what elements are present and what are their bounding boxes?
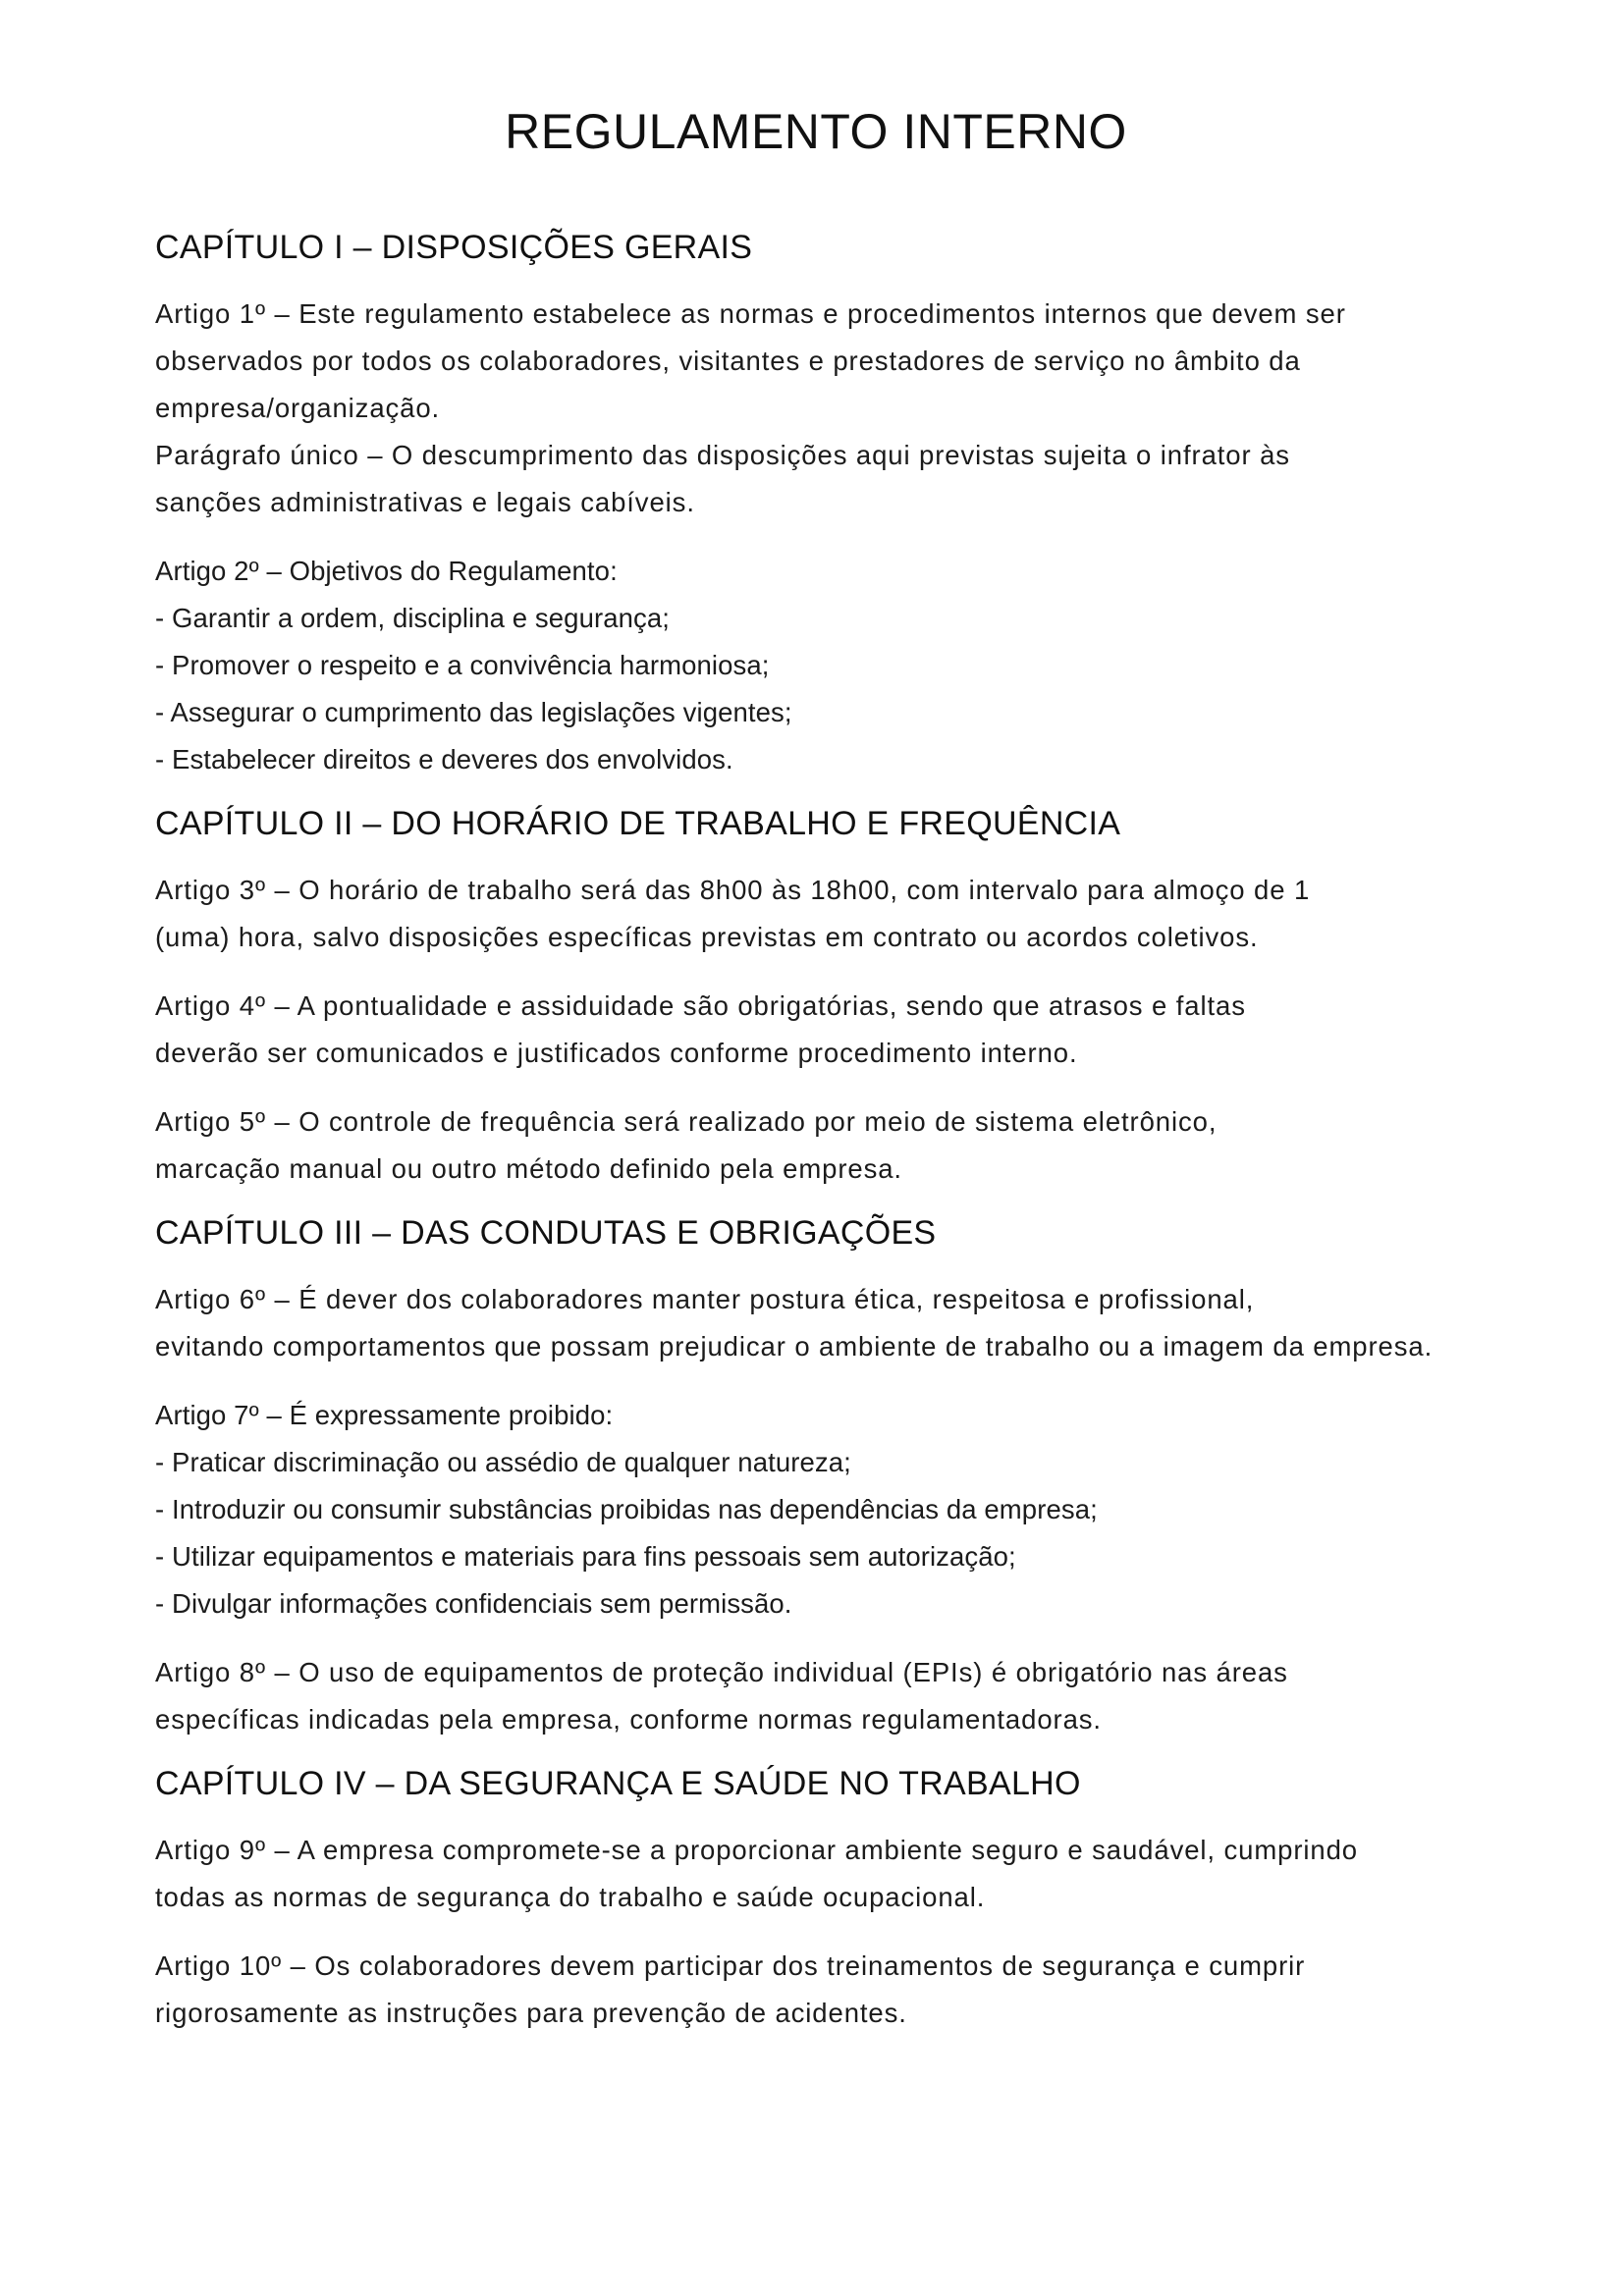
document-title: REGULAMENTO INTERNO <box>505 104 1127 159</box>
chapter-heading: CAPÍTULO I – DISPOSIÇÕES GERAIS <box>155 229 753 266</box>
chapter-heading: CAPÍTULO II – DO HORÁRIO DE TRABALHO E FREQUÊNCIA <box>155 805 1121 842</box>
article-paragraph <box>155 1276 1477 1370</box>
text-line: Parágrafo único – O descumprimento das disposições aqui previstas sujeita o infrator às <box>155 440 1290 470</box>
text-line: Artigo 8º – O uso de equipamentos de proteção individual (EPIs) é obrigatório nas áreas <box>155 1657 1288 1687</box>
text-line: específicas indicadas pela empresa, conforme normas regulamentadoras. <box>155 1704 1102 1735</box>
text-line: Artigo 6º – É dever dos colaboradores manter postura ética, respeitosa e profissional, <box>155 1284 1255 1314</box>
text-line: empresa/organização. <box>155 393 441 423</box>
chapter-heading: CAPÍTULO IV – DA SEGURANÇA E SAÚDE NO TRABALHO <box>155 1765 1081 1802</box>
article-paragraph <box>155 1649 1477 1743</box>
text-line: Artigo 9º – A empresa compromete-se a proporcionar ambiente seguro e saudável, cumprindo <box>155 1835 1359 1865</box>
text-line: Artigo 7º – É expressamente proibido: <box>155 1400 614 1430</box>
list-item: - Utilizar equipamentos e materiais para fins pessoais sem autorização; <box>155 1541 1016 1572</box>
text-line: evitando comportamentos que possam prejudicar o ambiente de trabalho ou a imagem da empresa. <box>155 1331 1434 1362</box>
text-line: (uma) hora, salvo disposições específicas previstas em contrato ou acordos coletivos. <box>155 922 1259 952</box>
chapter-heading: CAPÍTULO III – DAS CONDUTAS E OBRIGAÇÕES <box>155 1214 937 1252</box>
text-line: Artigo 1º – Este regulamento estabelece as normas e procedimentos internos que devem ser <box>155 298 1346 329</box>
text-line: Artigo 5º – O controle de frequência será realizado por meio de sistema eletrônico, <box>155 1106 1218 1137</box>
article-paragraph <box>155 983 1477 1077</box>
article-paragraph <box>155 291 1477 526</box>
text-line: Artigo 4º – A pontualidade e assiduidade são obrigatórias, sendo que atrasos e faltas <box>155 990 1246 1021</box>
list-item: - Garantir a ordem, disciplina e segurança; <box>155 603 670 633</box>
text-line: Artigo 10º – Os colaboradores devem participar dos treinamentos de segurança e cumprir <box>155 1950 1306 1981</box>
text-line: Artigo 3º – O horário de trabalho será das 8h00 às 18h00, com intervalo para almoço de 1 <box>155 875 1311 905</box>
list-item: - Assegurar o cumprimento das legislações vigentes; <box>155 697 792 727</box>
text-line: deverão ser comunicados e justificados conforme procedimento interno. <box>155 1038 1078 1068</box>
text-line: rigorosamente as instruções para prevenção de acidentes. <box>155 1998 907 2028</box>
article-paragraph <box>155 867 1477 961</box>
article-paragraph <box>155 1392 1477 1628</box>
text-line: observados por todos os colaboradores, visitantes e prestadores de serviço no âmbito da <box>155 346 1301 376</box>
text-line: todas as normas de segurança do trabalho e saúde ocupacional. <box>155 1882 986 1912</box>
article-paragraph <box>155 1943 1477 2037</box>
list-item: - Estabelecer direitos e deveres dos envolvidos. <box>155 744 733 774</box>
text-line: Artigo 2º – Objetivos do Regulamento: <box>155 556 618 586</box>
list-item: - Divulgar informações confidenciais sem permissão. <box>155 1588 792 1619</box>
article-paragraph <box>155 1098 1477 1193</box>
article-paragraph <box>155 1827 1477 1921</box>
list-item: - Promover o respeito e a convivência harmoniosa; <box>155 650 770 680</box>
text-line: sanções administrativas e legais cabíveis. <box>155 487 695 517</box>
list-item: - Praticar discriminação ou assédio de qualquer natureza; <box>155 1447 851 1477</box>
text-line: marcação manual ou outro método definido pela empresa. <box>155 1153 902 1184</box>
article-paragraph <box>155 548 1477 783</box>
list-item: - Introduzir ou consumir substâncias proibidas nas dependências da empresa; <box>155 1494 1098 1524</box>
